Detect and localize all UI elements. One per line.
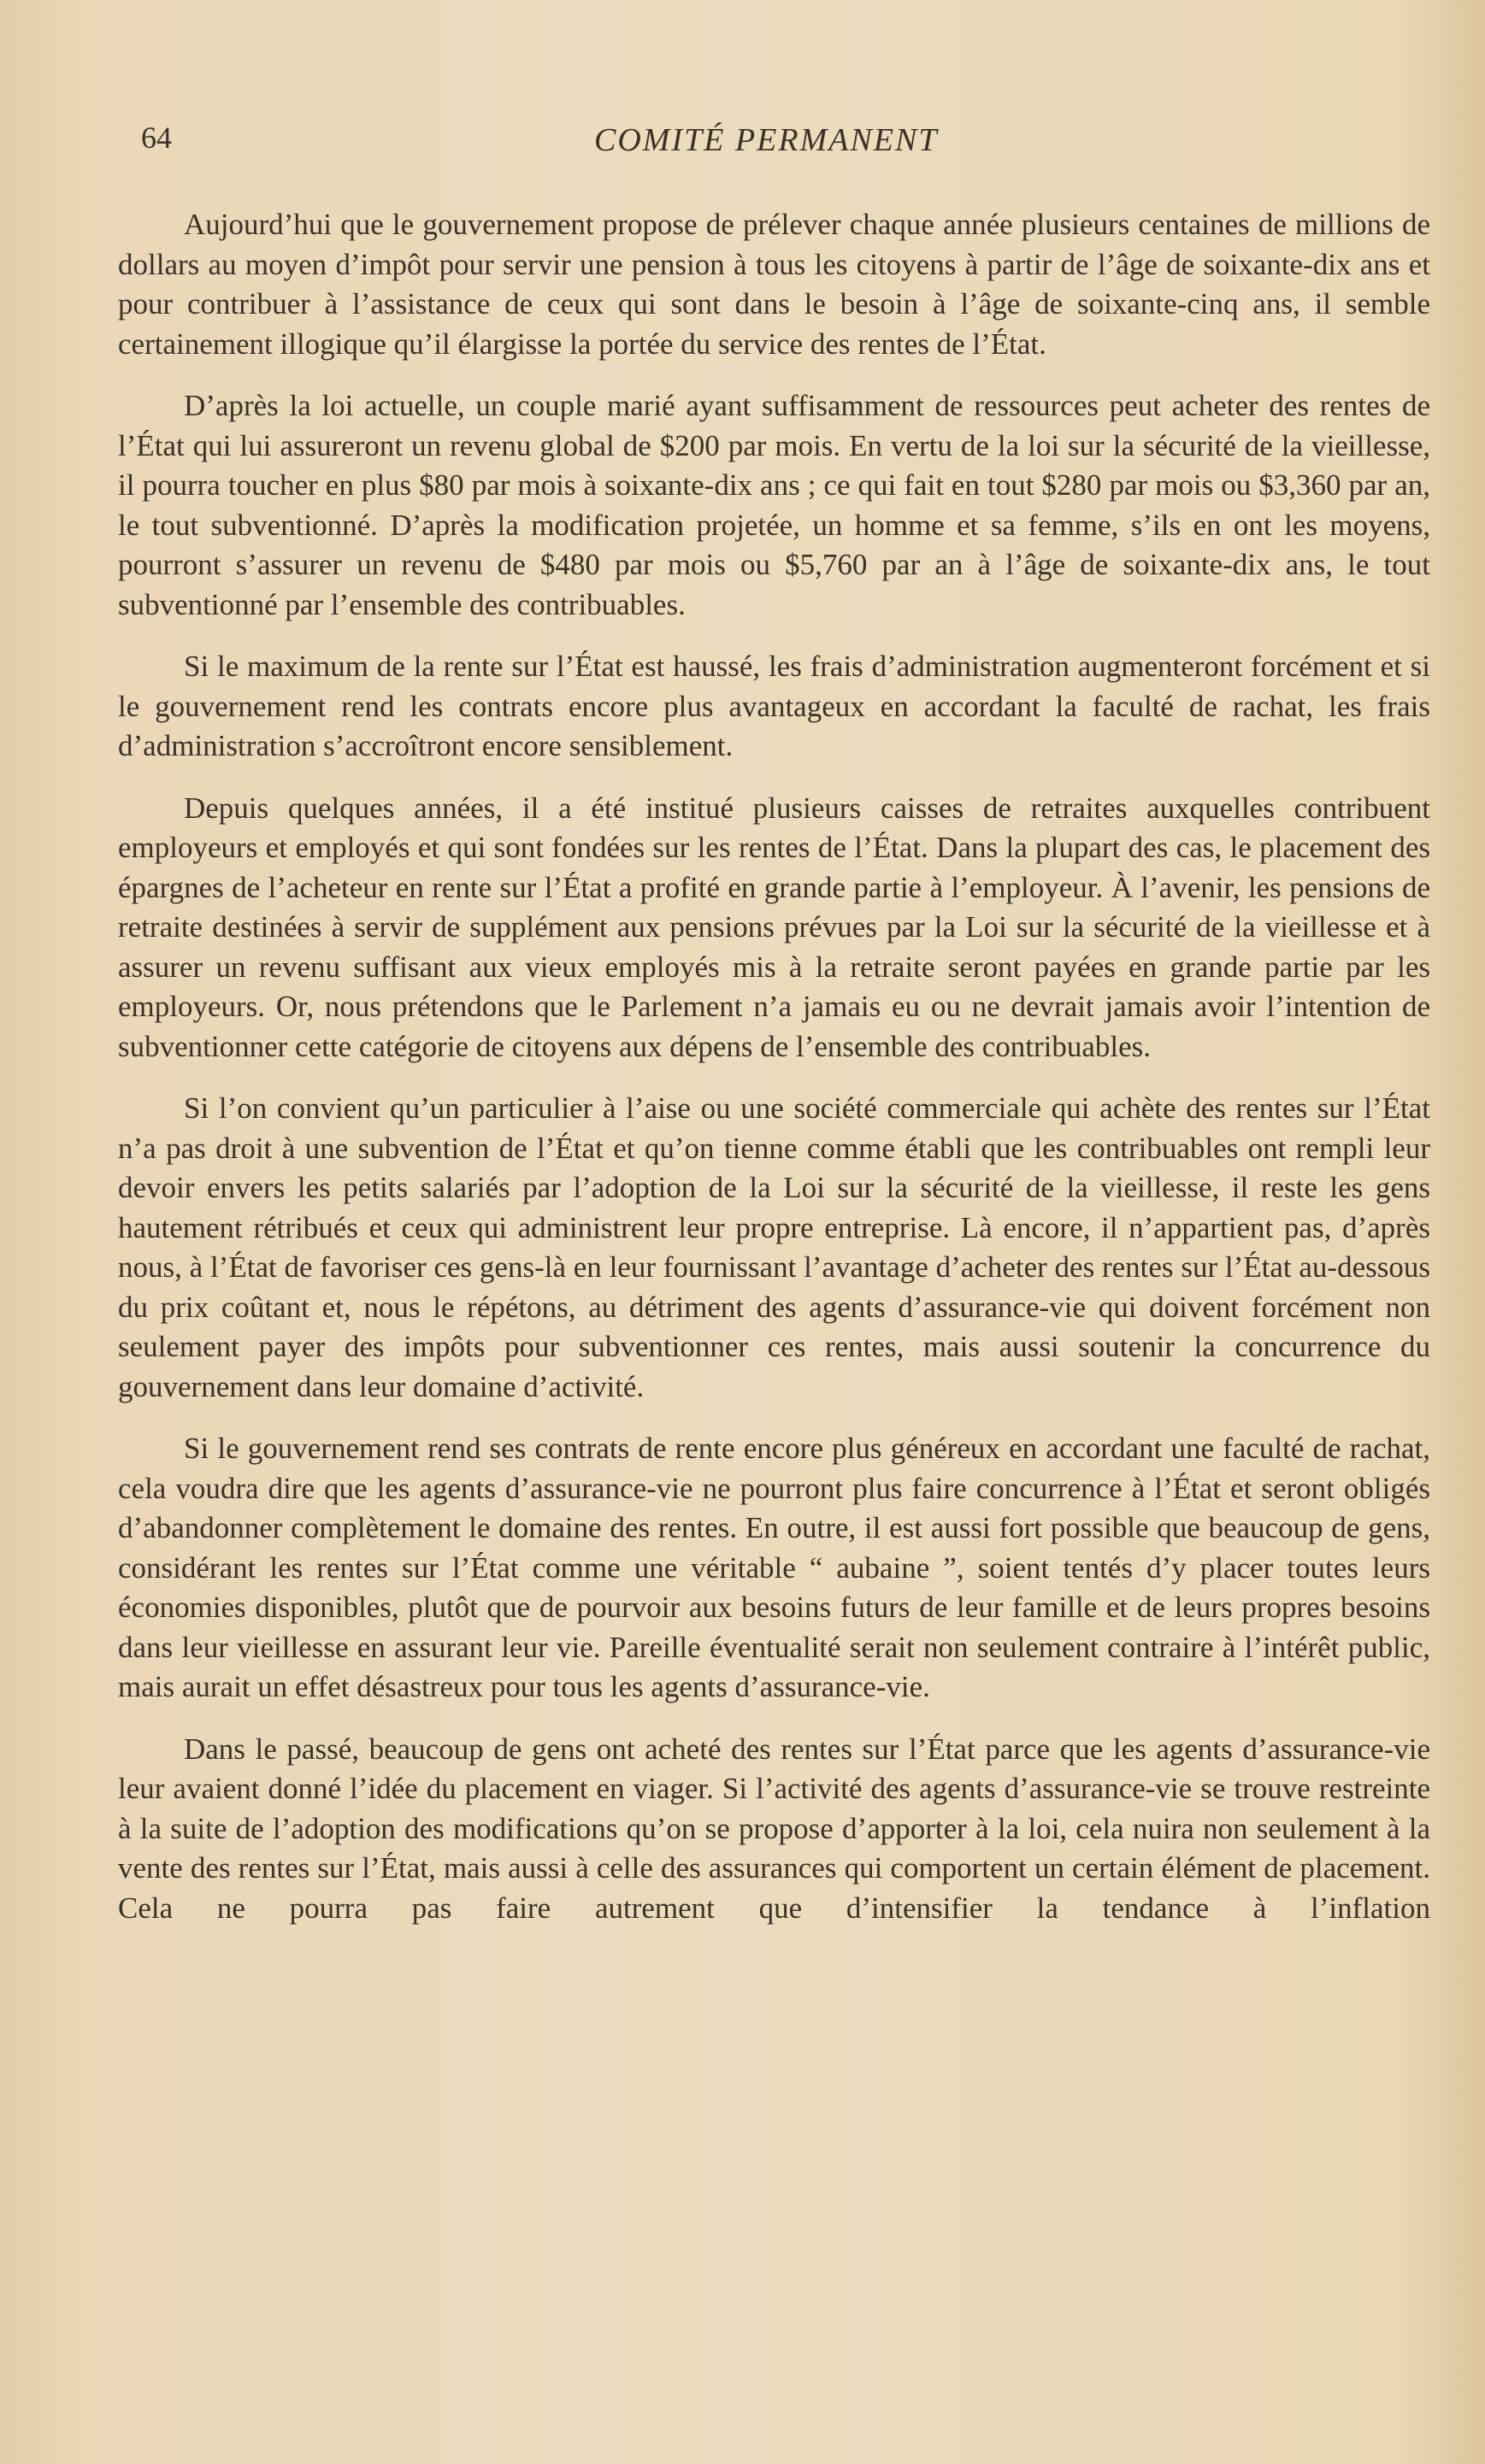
body-text [118,205,1430,1950]
running-head: COMITÉ PERMANENT [594,122,939,158]
paragraph: Depuis quelques années, il a été institué plusieurs caisses de retraites auxquelles contribuent employeurs et employés et qui sont fondées sur les rentes de l’État. Dans la plupart des cas, le placement des épargnes de l’acheteur en rente sur l’État a profité en grande partie à l’employeur. À l’avenir, les pensions de retraite destinées à servir de supplément aux pensions prévues par la Loi sur la sécurité de la vieillesse et à assurer un revenu suffisant aux vieux employés mis à la retraite seront payées en grande partie par les employeurs. Or, nous prétendons que le Parlement n’a jamais eu ou ne devrait jamais avoir l’intention de subventionner cette catégorie de citoyens aux dépens de l’ensemble des contribuables. [118,791,1430,1063]
paragraph: Si le gouvernement rend ses contrats de rente encore plus généreux en accordant une faculté de rachat, cela voudra dire que les agents d’assurance-vie ne pourront plus faire concurrence à l’État et seront obligés d’abandonner complètement le domaine des rentes. En outre, il est aussi fort possible que beaucoup de gens, considérant les rentes sur l’État comme une véritable “ aubaine ”, soient tentés d’y placer toutes leurs économies disponibles, plutôt que de pourvoir aux besoins futurs de leur famille et de leurs propres besoins dans leur vieillesse en assurant leur vie. Pareille éventualité serait non seulement contraire à l’intérêt public, mais aurait un effet désastreux pour tous les agents d’assurance-vie. [118,1432,1430,1703]
paragraph: Aujourd’hui que le gouvernement propose de prélever chaque année plusieurs centaines de millions de dollars au moyen d’impôt pour servir une pension à tous les citoyens à partir de l’âge de soixante-dix ans et pour contribuer à l’assistance de ceux qui sont dans le besoin à l’âge de soixante-cinq ans, il semble certainement illogique qu’il élargisse la portée du service des rentes de l’État. [118,208,1430,361]
page-number: 64 [141,121,172,155]
paragraph: Dans le passé, beaucoup de gens ont acheté des rentes sur l’État parce que les agents d’assurance-vie leur avaient donné l’idée du placement en viager. Si l’activité des agents d’assurance-vie se trouve restreinte à la suite de l’adoption des modifications qu’on se propose d’apporter à la loi, cela nuira non seulement à la vente des rentes sur l’État, mais aussi à celle des assurances qui comportent un certain élément de placement. Cela ne pourra pas faire autrement que d’intensifier la tendance à l’inflation [118,1732,1430,1925]
paragraph: Si le maximum de la rente sur l’État est haussé, les frais d’administration augmenteront forcément et si le gouvernement rend les contrats encore plus avantageux en accordant la faculté de rachat, les frais d’administration s’accroîtront encore sensiblement. [118,650,1430,762]
paragraph: Si l’on convient qu’un particulier à l’aise ou une société commerciale qui achète des rentes sur l’État n’a pas droit à une subvention de l’État et qu’on tienne comme établi que les contribuables ont rempli leur devoir envers les petits salariés par l’adoption de la Loi sur la sécurité de la vieillesse, il reste les gens hautement rétribués et ceux qui administrent leur propre entreprise. Là encore, il n’appartient pas, d’après nous, à l’État de favoriser ces gens-là en leur fournissant l’avantage d’acheter des rentes sur l’État au-dessous du prix coûtant et, nous le répétons, au détriment des agents d’assurance-vie qui doivent forcément non seulement payer des impôts pour subventionner ces rentes, mais aussi soutenir la concurrence du gouvernement dans leur domaine d’activité. [118,1091,1430,1403]
paragraph: D’après la loi actuelle, un couple marié ayant suffisamment de ressources peut acheter des rentes de l’État qui lui assureront un revenu global de $200 par mois. En vertu de la loi sur la sécurité de la vieillesse, il pourra toucher en plus $80 par mois à soixante-dix ans ; ce qui fait en tout $280 par mois ou $3,360 par an, le tout subventionné. D’après la modification projetée, un homme et sa femme, s’ils en ont les moyens, pourront s’assurer un revenu de $480 par mois ou $5,760 par an à l’âge de soixante-dix ans, le tout subventionné par l’ensemble des contribuables. [118,389,1430,621]
page-header [141,120,1434,171]
